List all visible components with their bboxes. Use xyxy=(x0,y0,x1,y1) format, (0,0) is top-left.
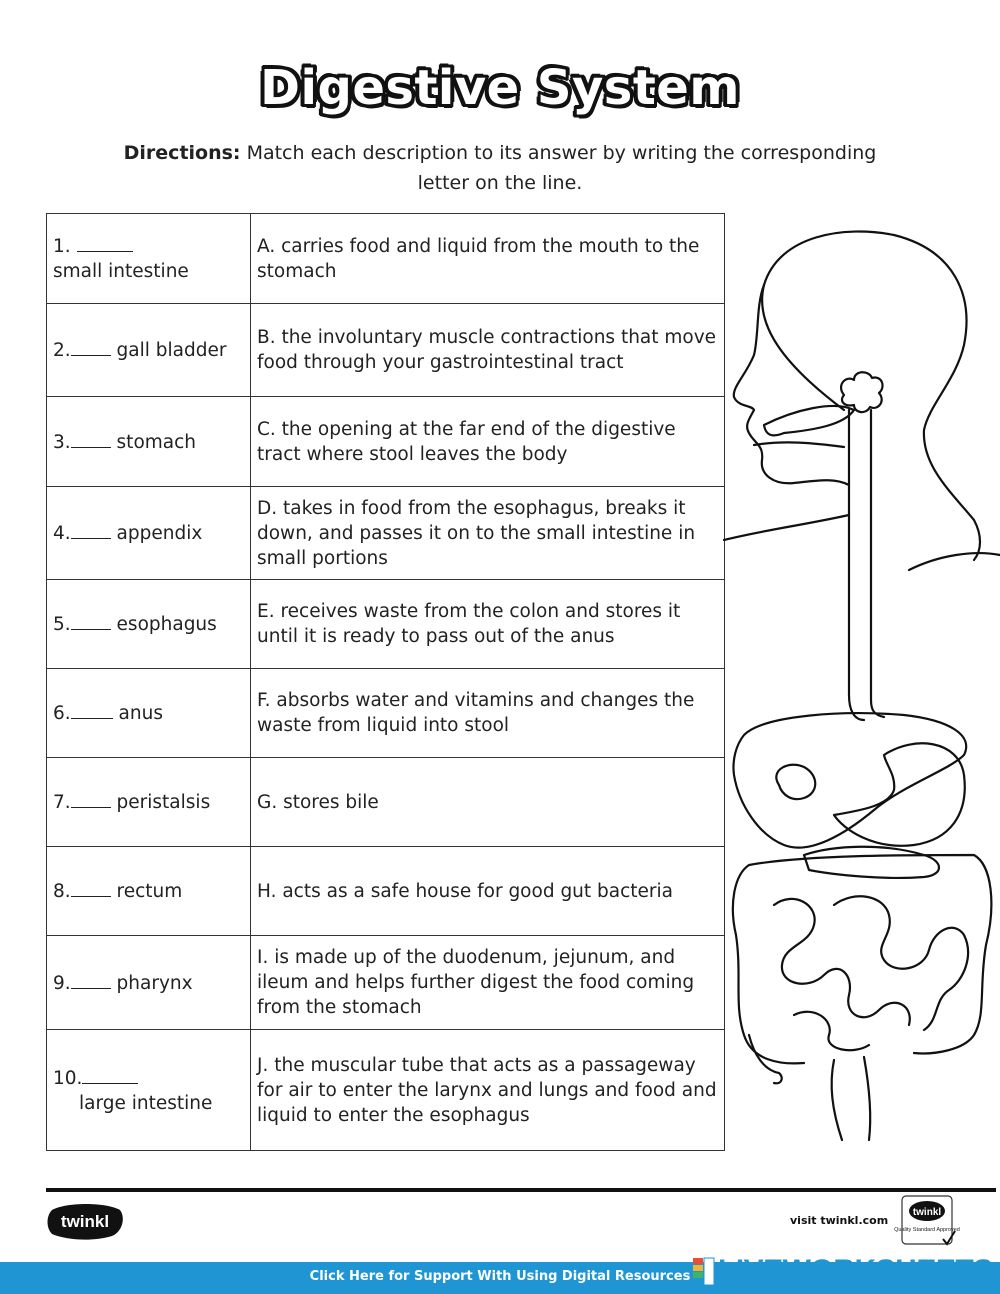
term-label: gall bladder xyxy=(116,340,227,361)
table-row xyxy=(47,758,725,847)
term-cell: 1. small intestine xyxy=(47,214,251,304)
answer-input[interactable] xyxy=(71,878,111,897)
answer-input[interactable] xyxy=(82,1065,138,1084)
description-cell: A. carries food and liquid from the mouth to the stomach xyxy=(251,214,725,304)
table-row xyxy=(47,936,725,1030)
term-label: peristalsis xyxy=(116,792,211,813)
quality-badge xyxy=(894,1195,960,1247)
directions-text: Match each description to its answer by writing the corresponding letter on the line. xyxy=(240,142,877,194)
term-cell: 4. appendix xyxy=(47,487,251,580)
answer-input[interactable] xyxy=(71,429,111,448)
neck-front xyxy=(724,515,849,540)
liver xyxy=(733,713,966,847)
gall-bladder xyxy=(776,765,815,799)
directions-label: Directions: xyxy=(123,142,241,164)
description-cell: G. stores bile xyxy=(251,758,725,847)
salivary-gland xyxy=(841,372,882,412)
description-cell: F. absorbs water and vitamins and changes the waste from liquid into stool xyxy=(251,669,725,758)
tongue xyxy=(764,406,854,435)
description-cell: C. the opening at the far end of the digestive tract where stool leaves the body xyxy=(251,397,725,487)
liveworksheets-brand[interactable]: LIVEWORKSHEETS xyxy=(718,1254,993,1287)
answer-input[interactable] xyxy=(71,970,111,989)
table-row xyxy=(47,214,725,304)
badge-text: Quality Standard Approved xyxy=(894,1227,960,1233)
lower-jaw xyxy=(754,442,844,447)
term-label: small intestine xyxy=(53,261,189,282)
digestive-system-illustration xyxy=(724,215,1000,1145)
description-cell: H. acts as a safe house for good gut bacteria xyxy=(251,847,725,936)
term-label: pharynx xyxy=(116,972,193,994)
directions xyxy=(120,138,880,198)
liveworksheets-icon xyxy=(693,1258,715,1286)
esophagus-left xyxy=(849,410,864,720)
term-cell: 5. esophagus xyxy=(47,580,251,669)
answer-input[interactable] xyxy=(77,233,133,252)
shoulder-line xyxy=(909,553,1000,570)
stomach xyxy=(834,743,965,845)
term-cell: 8. rectum xyxy=(47,847,251,936)
page-title: Digestive System xyxy=(260,60,740,116)
term-label: stomach xyxy=(116,431,197,453)
support-link[interactable]: Click Here for Support With Using Digital Resources xyxy=(309,1269,691,1284)
term-cell: 6. anus xyxy=(47,669,251,758)
description-cell: E. receives waste from the colon and stores it until it is ready to pass out of the anus xyxy=(251,580,725,669)
table-row xyxy=(47,304,725,397)
term-label: anus xyxy=(118,703,163,724)
table-row xyxy=(47,580,725,669)
term-cell: 7. peristalsis xyxy=(47,758,251,847)
answer-input[interactable] xyxy=(71,611,111,630)
term-label: rectum xyxy=(116,881,183,902)
term-cell: 9. pharynx xyxy=(47,936,251,1030)
matching-table xyxy=(46,213,725,1151)
pancreas xyxy=(804,847,939,878)
large-intestine xyxy=(733,855,991,1063)
answer-input[interactable] xyxy=(71,700,113,719)
answer-input[interactable] xyxy=(71,520,111,539)
twinkl-logo[interactable] xyxy=(46,1202,124,1240)
visit-link[interactable]: visit twinkl.com xyxy=(790,1214,889,1227)
term-cell: 10. large intestine xyxy=(47,1030,251,1151)
table-row xyxy=(47,487,725,580)
logo-text: twinkl xyxy=(60,1212,110,1231)
description-cell: I. is made up of the duodenum, jejunum, and ileum and helps further digest the food coming from the stomach xyxy=(251,936,725,1030)
table-row xyxy=(47,397,725,487)
term-cell: 3. stomach xyxy=(47,397,251,487)
term-label: esophagus xyxy=(116,614,217,635)
description-cell: B. the involuntary muscle contractions that move food through your gastrointestinal tract xyxy=(251,304,725,397)
term-label: appendix xyxy=(116,523,203,544)
description-cell: D. takes in food from the esophagus, breaks it down, and passes it on to the small intestine in small portions xyxy=(251,487,725,580)
term-label: large intestine xyxy=(79,1092,213,1114)
rectum xyxy=(832,1057,871,1140)
esophagus-right xyxy=(871,410,884,717)
table-row xyxy=(47,669,725,758)
term-cell: 2. gall bladder xyxy=(47,304,251,397)
answer-input[interactable] xyxy=(71,789,111,808)
table-row xyxy=(47,847,725,936)
table-row xyxy=(47,1030,725,1151)
small-intestine xyxy=(774,896,968,1050)
answer-input[interactable] xyxy=(71,337,111,356)
badge-logo-text: twinkl xyxy=(912,1207,942,1218)
face-profile xyxy=(734,285,849,485)
description-cell: J. the muscular tube that acts as a passageway for air to enter the larynx and lungs and food and liquid to enter the esophagus xyxy=(251,1030,725,1151)
footer-divider xyxy=(46,1188,996,1192)
